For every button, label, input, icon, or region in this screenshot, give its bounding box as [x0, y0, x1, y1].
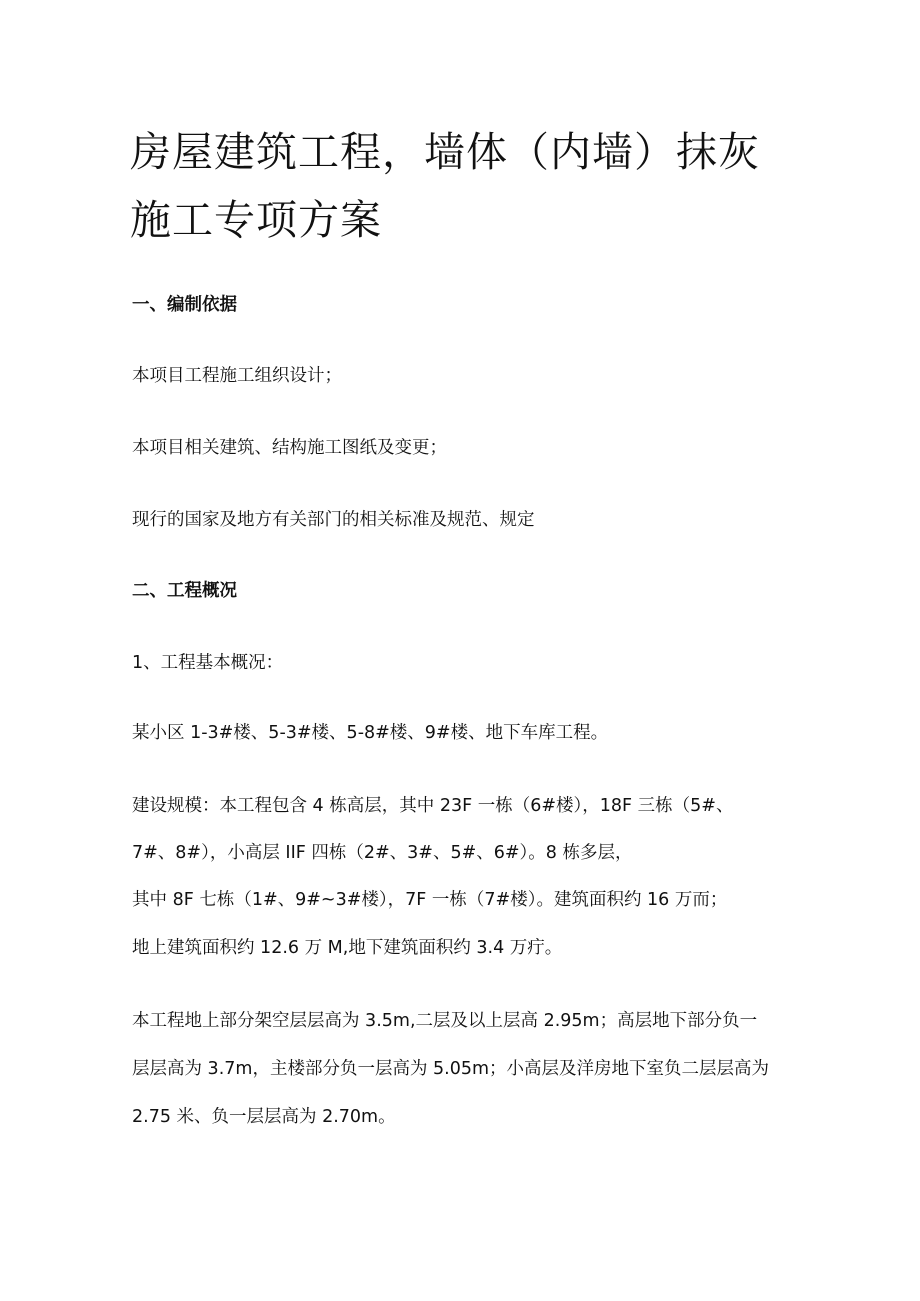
project-description: 某小区 1-3#楼、5-3#楼、5-8#楼、9#楼、地下车库工程。: [132, 723, 609, 743]
section-1-heading: 一、编制依据: [132, 295, 237, 315]
height-line-2: 层层高为 3.7m，主楼部分负一层高为 5.05m；小高层及洋房地下室负二层层高为: [132, 1059, 770, 1079]
scale-line-3: 其中 8F 七栋（1#、9#~3#楼），7F 一栋（7#楼）。建筑面积约 16 万而；: [132, 890, 728, 910]
scale-line-4: 地上建筑面积约 12.6 万 M,地下建筑面积约 3.4 万疔。: [132, 938, 563, 958]
basis-item-1: 本项目工程施工组织设计；: [132, 366, 342, 386]
subsection-heading: 1、工程基本概况：: [132, 653, 284, 673]
section-2-heading: 二、工程概况: [132, 581, 237, 601]
title-line-1: 房屋建筑工程，墙体（内墙）抹灰: [130, 128, 760, 176]
height-line-3: 2.75 米、负一层层高为 2.70m。: [132, 1107, 396, 1127]
scale-line-1: 建设规模：本工程包含 4 栋高层，其中 23F 一栋（6#楼），18F 三栋（5#、: [132, 796, 734, 816]
basis-item-3: 现行的国家及地方有关部门的相关标准及规范、规定: [132, 510, 535, 530]
height-line-1: 本工程地上部分架空层层高为 3.5m,二层及以上层高 2.95m；高层地下部分负一: [132, 1011, 758, 1031]
scale-line-2: 7#、8#），小高层 IIF 四栋（2#、3#、5#、6#）。8 栋多层，: [132, 843, 633, 863]
title-line-2: 施工专项方案: [130, 196, 382, 244]
basis-item-2: 本项目相关建筑、结构施工图纸及变更；: [132, 438, 447, 458]
document-title: [130, 118, 850, 254]
